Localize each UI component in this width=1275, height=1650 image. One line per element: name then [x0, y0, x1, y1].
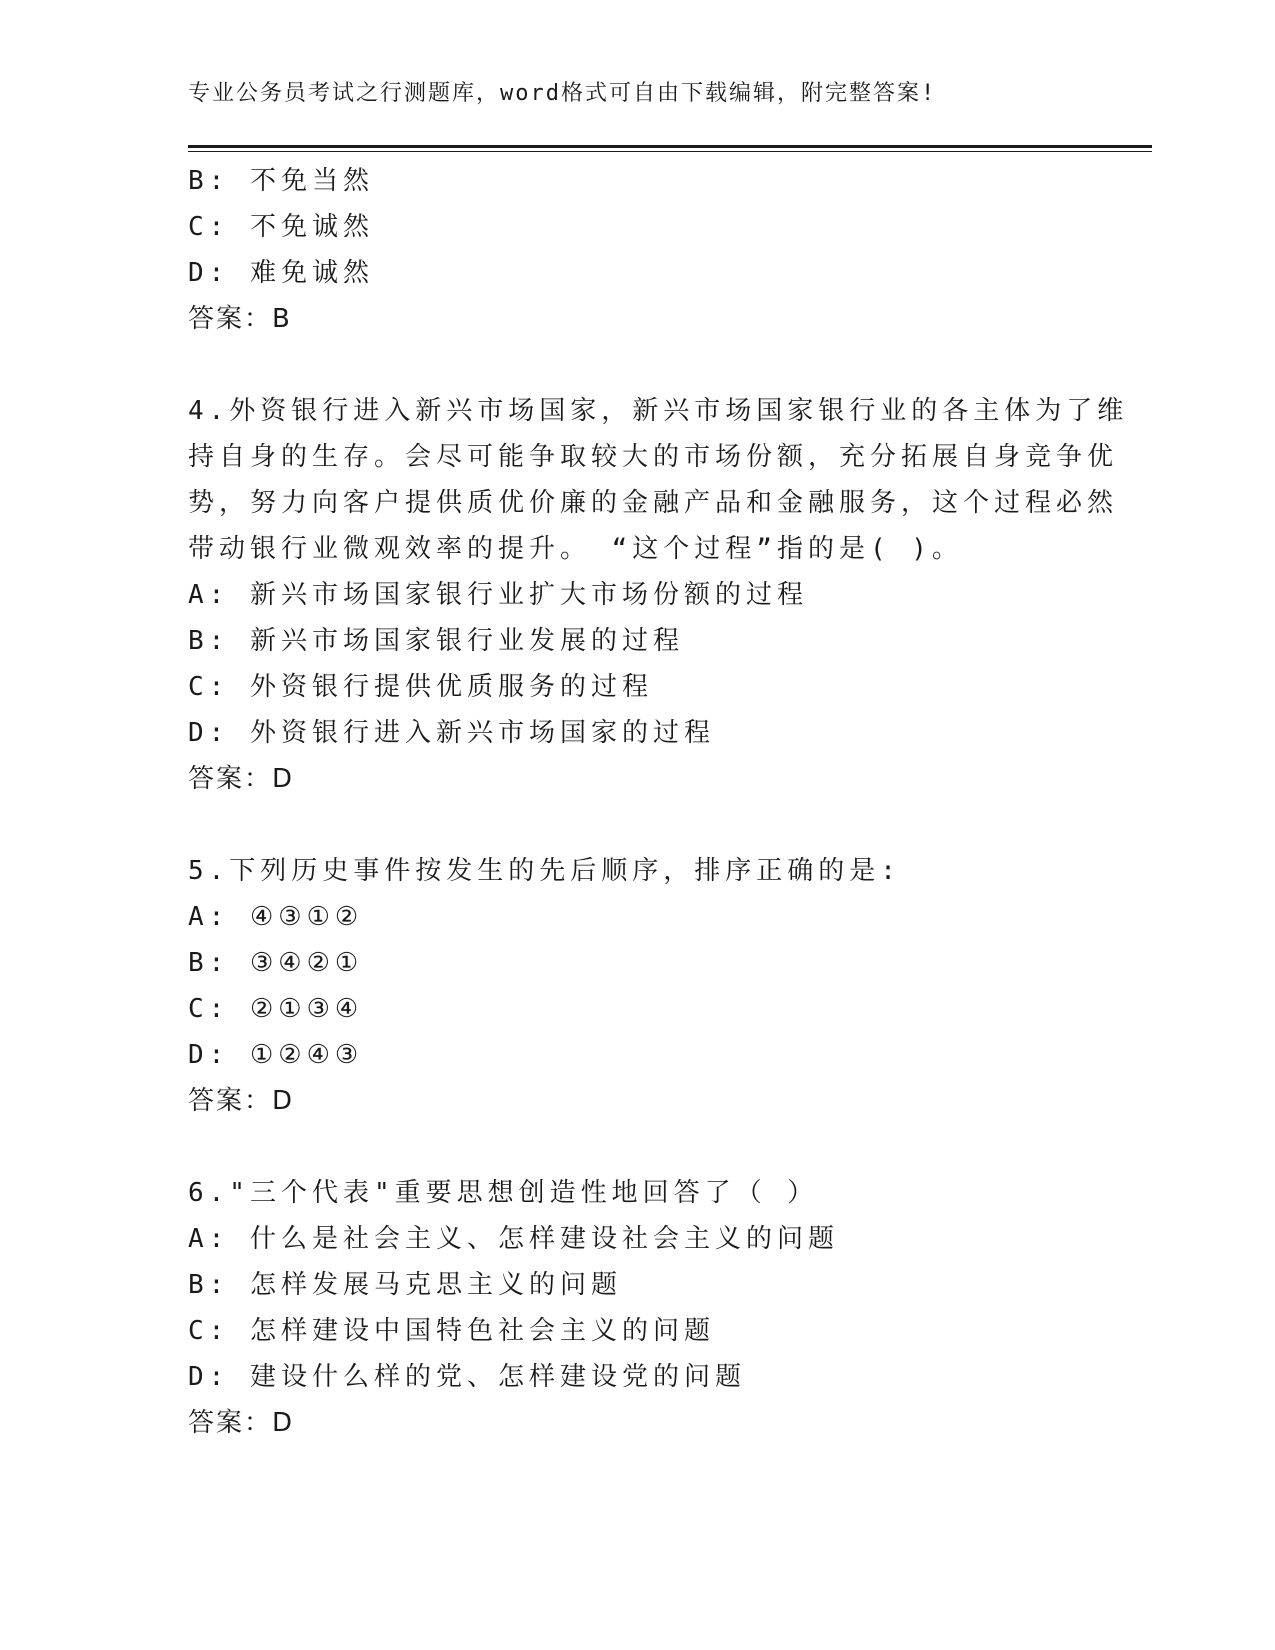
answer-label: 答案：D	[188, 1408, 295, 1438]
option-text: 外资银行进入新兴市场国家的过程	[249, 718, 715, 748]
header-rule-thin	[188, 151, 1152, 152]
option-text: 什么是社会主义、怎样建设社会主义的问题	[249, 1224, 839, 1254]
question-stem-line: 带动银行业微观效率的提升。 “这个过程”指的是( )。	[188, 534, 963, 564]
option-b	[188, 618, 1068, 664]
option-letter: A:	[188, 580, 230, 610]
option-text: 新兴市场国家银行业扩大市场份额的过程	[249, 580, 808, 610]
option-letter: B:	[188, 626, 230, 656]
option-text: 怎样发展马克思主义的问题	[249, 1270, 622, 1300]
header-rule-thick	[188, 145, 1152, 148]
question-3	[188, 158, 1068, 342]
option-letter: D:	[188, 258, 230, 288]
option-text: 难免诚然	[249, 258, 374, 288]
option-d	[188, 1354, 1068, 1400]
option-letter: B:	[188, 1270, 230, 1300]
question-stem-line: 4.外资银行进入新兴市场国家，新兴市场国家银行业的各主体为了维	[188, 396, 1129, 426]
option-letter: C:	[188, 1316, 230, 1346]
option-text: 外资银行提供优质服务的过程	[249, 672, 653, 702]
option-a	[188, 1216, 1068, 1262]
option-letter: A:	[188, 1224, 230, 1254]
option-letter: D:	[188, 1362, 230, 1392]
option-letter: C:	[188, 212, 230, 242]
answer-label: 答案：B	[188, 304, 292, 334]
question-4	[188, 388, 1129, 802]
spacer	[188, 1124, 1068, 1170]
option-letter: C:	[188, 672, 230, 702]
option-text: 不免当然	[249, 166, 374, 196]
option-letter: A:	[188, 902, 230, 932]
answer-label: 答案：D	[188, 1086, 295, 1116]
option-b	[188, 940, 1068, 986]
answer-label: 答案：D	[188, 764, 295, 794]
question-content	[188, 158, 1129, 1446]
option-text: ④③①②	[249, 902, 364, 932]
option-text: ②①③④	[249, 994, 364, 1024]
option-text: 怎样建设中国特色社会主义的问题	[249, 1316, 715, 1346]
option-letter: C:	[188, 994, 230, 1024]
option-c	[188, 204, 1068, 250]
option-b	[188, 158, 1068, 204]
spacer	[188, 342, 1068, 388]
option-d	[188, 710, 1068, 756]
question-stem-line: 5.下列历史事件按发生的先后顺序，排序正确的是:	[188, 856, 901, 886]
option-a	[188, 572, 1068, 618]
option-letter: D:	[188, 718, 230, 748]
page-header: 专业公务员考试之行测题库，word格式可自由下载编辑，附完整答案!	[188, 81, 937, 106]
option-letter: B:	[188, 166, 230, 196]
option-text: 新兴市场国家银行业发展的过程	[249, 626, 684, 656]
option-text: 建设什么样的党、怎样建设党的问题	[249, 1362, 746, 1392]
spacer	[188, 802, 1068, 848]
option-c	[188, 664, 1068, 710]
option-letter: D:	[188, 1040, 230, 1070]
question-stem-line: 持自身的生存。会尽可能争取较大的市场份额，充分拓展自身竞争优	[188, 442, 1119, 472]
option-c	[188, 1308, 1068, 1354]
option-d	[188, 250, 1068, 296]
option-c	[188, 986, 1068, 1032]
option-b	[188, 1262, 1068, 1308]
question-stem-line: 势，努力向客户提供质优价廉的金融产品和金融服务，这个过程必然	[188, 488, 1119, 518]
question-stem-line: 6."三个代表"重要思想创造性地回答了（ ）	[188, 1178, 819, 1208]
option-text: ①②④③	[249, 1040, 364, 1070]
option-text: 不免诚然	[249, 212, 374, 242]
question-5	[188, 848, 1068, 1124]
question-6	[188, 1170, 1068, 1446]
option-text: ③④②①	[249, 948, 364, 978]
option-a	[188, 894, 1068, 940]
option-d	[188, 1032, 1068, 1078]
option-letter: B:	[188, 948, 230, 978]
